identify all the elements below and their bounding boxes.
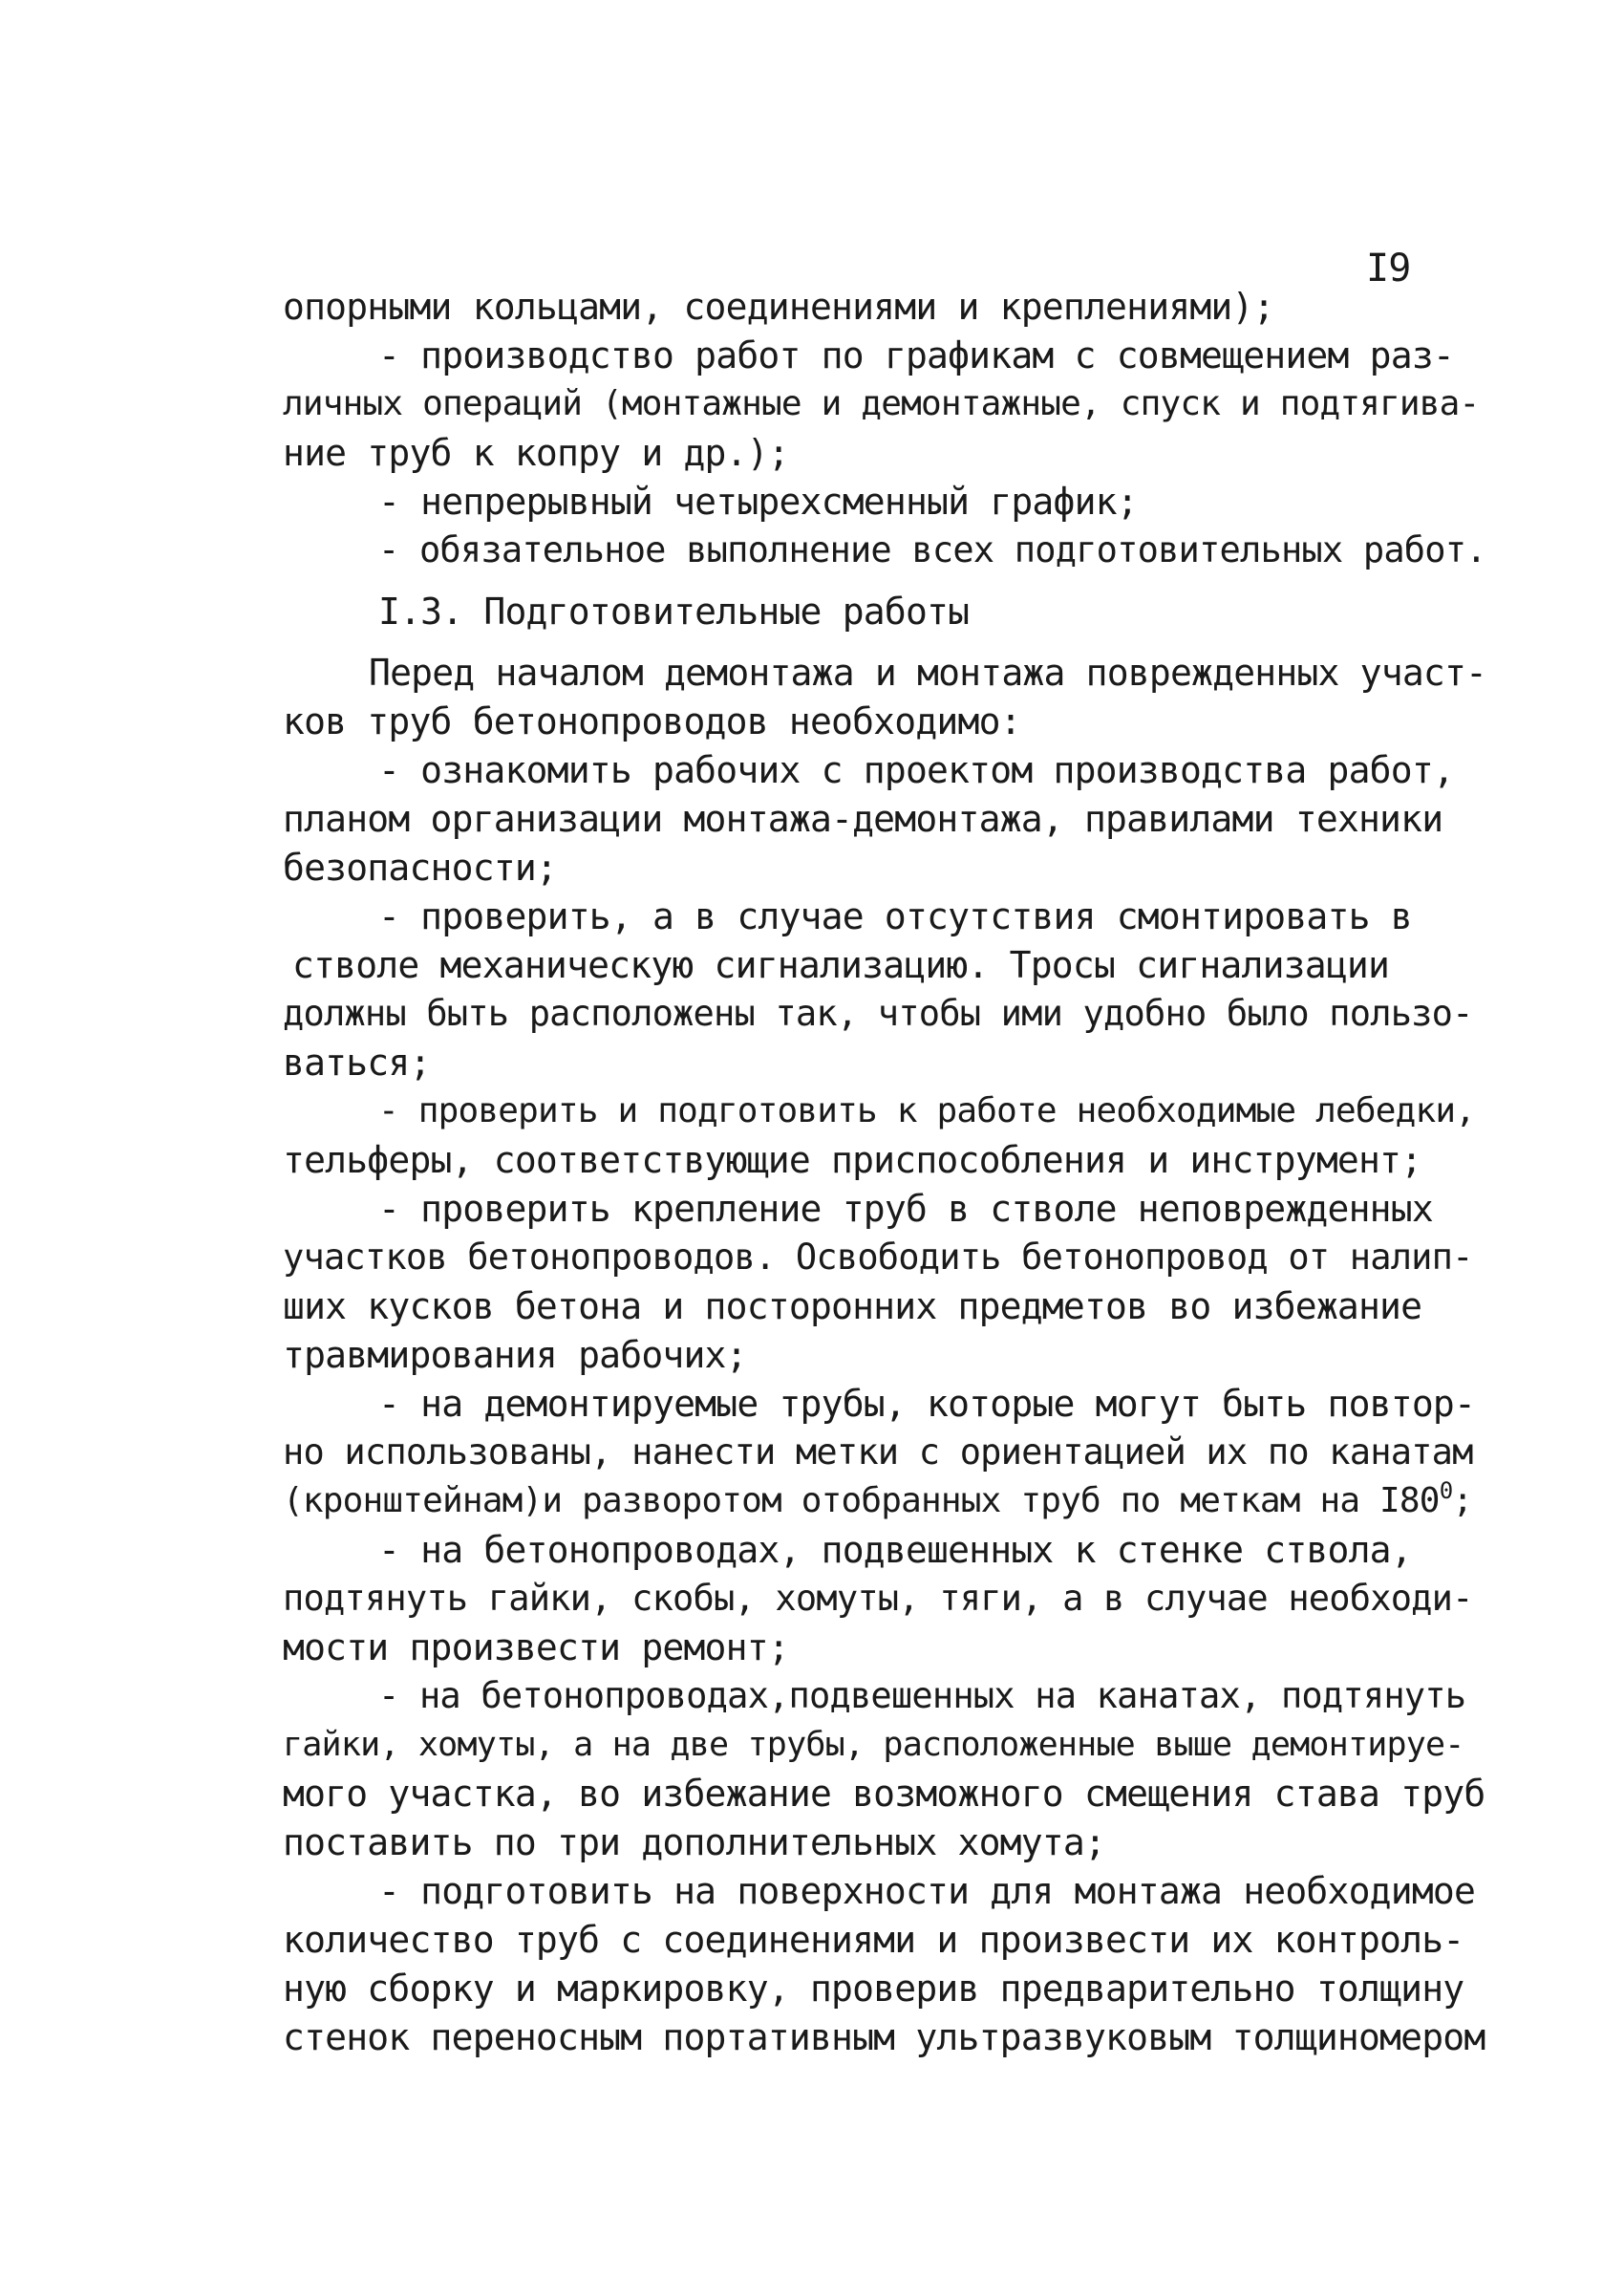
text-line: - на демонтируемые трубы, которые могут быть повтор- (378, 1383, 1476, 1425)
text-line: ших кусков бетона и посторонних предметов во избежание (283, 1285, 1422, 1327)
text-line: ков труб бетонопроводов необходимо: (283, 700, 1021, 742)
text-line: опорными кольцами, соединениями и креплениями); (283, 286, 1274, 328)
text-line: Перед началом демонтажа и монтажа поврежденных участ- (369, 652, 1487, 694)
page-number: I9 (1366, 247, 1411, 290)
text-line: - непрерывный четырехсменный график; (378, 481, 1138, 523)
text-line: участков бетонопроводов. Освободить бетонопровод от налип- (283, 1237, 1473, 1278)
text-line: травмирования рабочих; (283, 1334, 747, 1376)
text-line: стволе механическую сигнализацию. Тросы сигнализации (292, 944, 1390, 986)
text-line: - ознакомить рабочих с проектом производства работ, (378, 749, 1454, 791)
text-line: - проверить и подготовить к работе необходимые лебедки, (378, 1091, 1476, 1130)
text-line-main: (кронштейнам)и разворотом отобранных труб по меткам на I80 (283, 1481, 1440, 1520)
text-line: безопасности; (283, 847, 558, 889)
text-line: ную сборку и маркировку, проверив предварительно толщину (283, 1968, 1464, 2010)
text-line: - подготовить на поверхности для монтажа необходимое (378, 1870, 1476, 1912)
text-line: подтянуть гайки, скобы, хомуты, тяги, а в случае необходи- (283, 1578, 1473, 1619)
text-line: должны быть расположены так, чтобы ими удобно было пользо- (283, 993, 1473, 1034)
text-line: - на бетонопроводах, подвешенных к стенке ствола, (378, 1529, 1412, 1571)
text-line-tail: ; (1452, 1481, 1473, 1520)
text-line-with-degree (283, 1478, 1472, 1524)
text-line: гайки, хомуты, а на две трубы, расположенные выше демонтируе- (283, 1726, 1464, 1764)
text-line: мого участка, во избежание возможного смещения става труб (283, 1773, 1485, 1815)
text-line: - проверить крепление труб в стволе неповрежденных (378, 1188, 1433, 1230)
text-line: - производство работ по графикам с совмещением раз- (378, 334, 1454, 376)
text-line: личных операций (монтажные и демонтажные, спуск и подтягива- (283, 384, 1480, 423)
text-line: ваться; (283, 1042, 431, 1084)
degree-superscript: 0 (1439, 1477, 1453, 1504)
text-line: поставить по три дополнительных хомута; (283, 1821, 1106, 1863)
text-line: тельферы, соответствующие приспособления и инструмент; (283, 1139, 1422, 1181)
text-line: мости произвести ремонт; (283, 1626, 789, 1668)
text-line: но использованы, нанести метки с ориентацией их по канатам (283, 1431, 1473, 1473)
text-line: стенок переносным портативным ультразвуковым толщиномером (283, 2016, 1485, 2058)
text-line: количество труб с соединениями и произвести их контроль- (283, 1919, 1464, 1961)
text-line: - на бетонопроводах,подвешенных на канатах, подтянуть (378, 1675, 1466, 1716)
text-line: - проверить, а в случае отсутствия смонтировать в (378, 895, 1412, 937)
section-heading: I.3. Подготовительные работы (378, 591, 970, 633)
text-line: - обязательное выполнение всех подготовительных работ. (378, 529, 1486, 570)
text-line: планом организации монтажа-демонтажа, правилами техники (283, 798, 1443, 840)
text-line: ние труб к копру и др.); (283, 432, 789, 474)
